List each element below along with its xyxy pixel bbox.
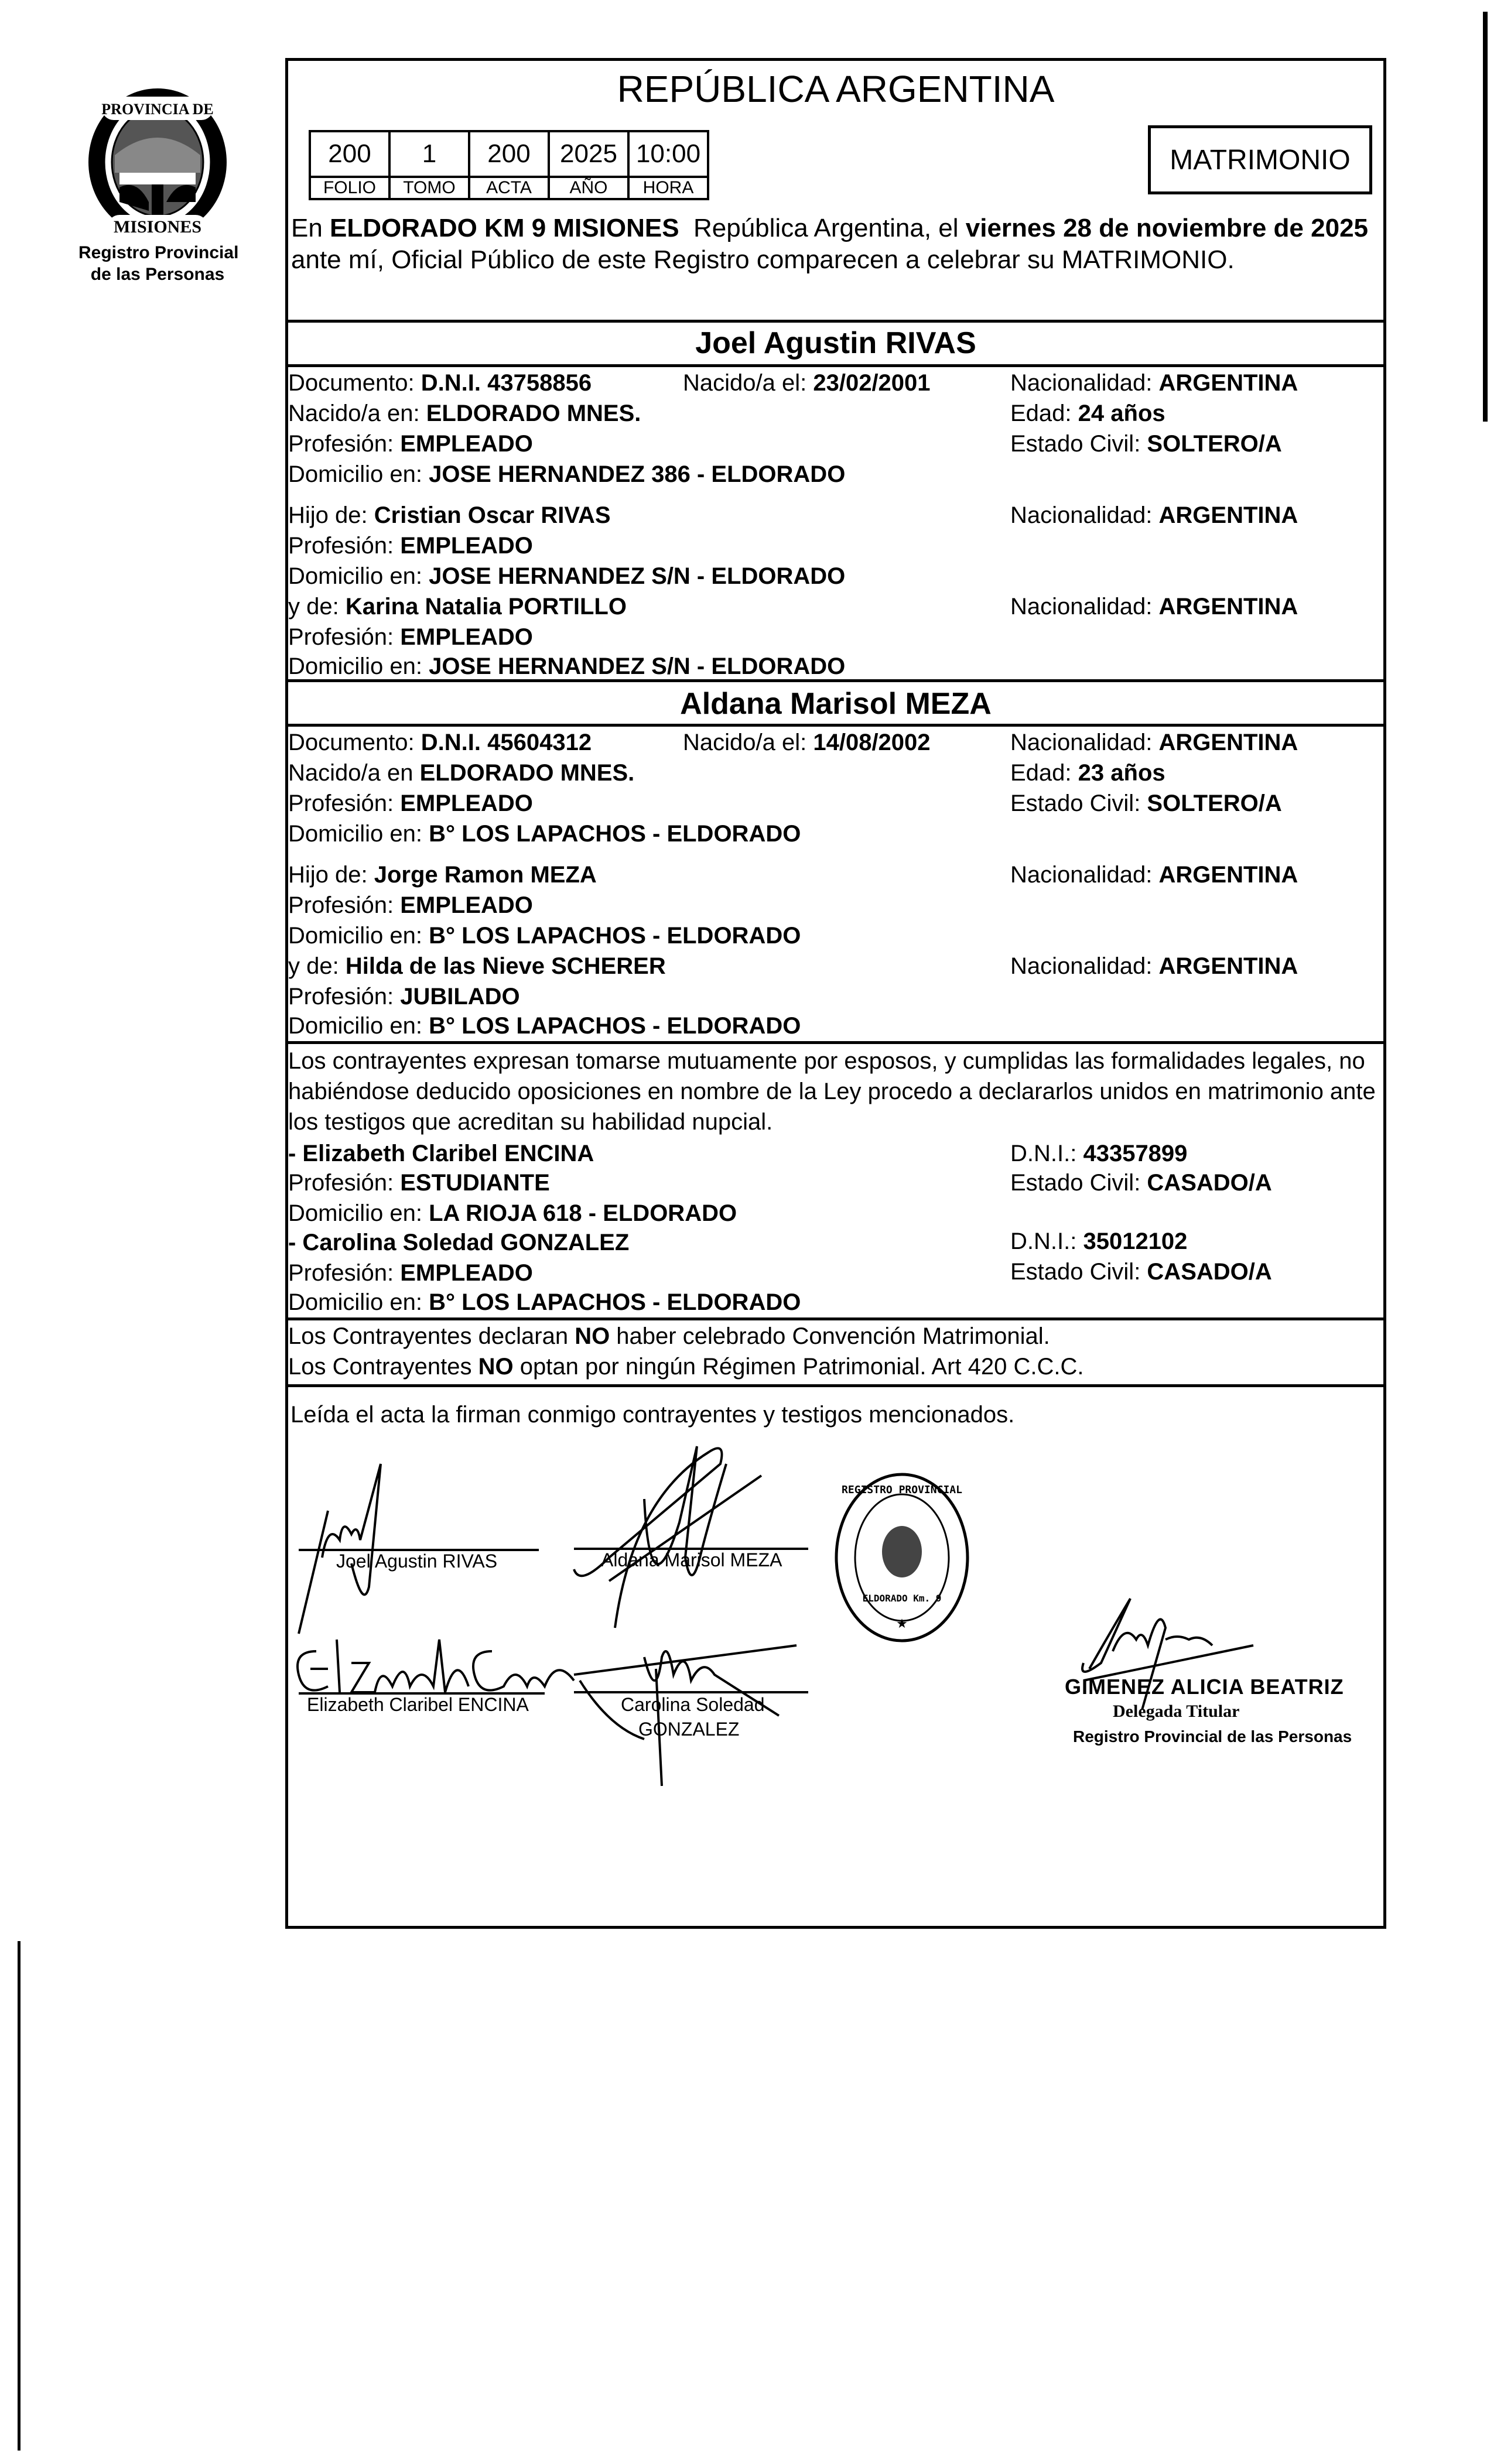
folio-label: FOLIO xyxy=(310,177,389,199)
spouse-2-mother-profesion: Profesión: JUBILADO xyxy=(288,984,520,1009)
witness-1-name: - Elizabeth Claribel ENCINA xyxy=(288,1141,594,1166)
divider xyxy=(285,679,1386,682)
spouse-2-nacido-en: Nacido/a en ELDORADO MNES. xyxy=(288,760,635,786)
spouse-1-father-name: Hijo de: Cristian Oscar RIVAS xyxy=(288,502,611,528)
signer-4-label: Carolina Soledad xyxy=(621,1694,765,1715)
folio-value: 200 xyxy=(310,131,389,177)
spouse-2-mother-name: y de: Hilda de las Nieve SCHERER xyxy=(288,953,666,979)
spouse-2-name: Aldana Marisol MEZA xyxy=(680,687,992,721)
spouse-1-mother-profesion: Profesión: EMPLEADO xyxy=(288,624,533,650)
signature-joel-icon xyxy=(293,1452,469,1651)
declaration-line-1: Los contrayentes expresan tomarse mutuamente por esposos, y cumplidas las formalidades legales, no xyxy=(288,1048,1365,1074)
spouse-2-nacionalidad: Nacionalidad: ARGENTINA xyxy=(1010,730,1298,755)
patrimonial-statement: Los Contrayentes NO optan por ningún Régimen Patrimonial. Art 420 C.C.C. xyxy=(288,1354,1084,1380)
document-type-label: MATRIMONIO xyxy=(1170,144,1351,176)
logo-caption-line2: de las Personas xyxy=(90,265,225,284)
intro-date: viernes 28 de noviembre de 2025 xyxy=(965,214,1369,242)
signer-4-label-line2: GONZALEZ xyxy=(638,1719,740,1740)
signer-1-label: Joel Agustin RIVAS xyxy=(336,1551,498,1572)
spouse-2-estado-civil: Estado Civil: SOLTERO/A xyxy=(1010,790,1282,816)
spouse-2-father-domicilio: Domicilio en: B° LOS LAPACHOS - ELDORADO xyxy=(288,923,801,949)
tomo-label: TOMO xyxy=(389,177,469,199)
registry-table xyxy=(309,130,709,200)
signer-2-label: Aldana Marisol MEZA xyxy=(601,1549,782,1570)
witness-1-domicilio: Domicilio en: LA RIOJA 618 - ELDORADO xyxy=(288,1200,737,1226)
divider xyxy=(285,364,1386,367)
anio-label: AÑO xyxy=(549,177,628,199)
logo-caption-line1: Registro Provincial xyxy=(78,243,239,262)
document-type-box xyxy=(1148,125,1372,194)
hora-value: 10:00 xyxy=(628,131,708,177)
spouse-1-mother-domicilio: Domicilio en: JOSE HERNANDEZ S/N - ELDORADO xyxy=(288,653,846,679)
spouse-2-profesion: Profesión: EMPLEADO xyxy=(288,790,533,816)
signature-aldana-icon xyxy=(574,1440,820,1663)
divider xyxy=(285,1317,1386,1320)
witness-2-profesion: Profesión: EMPLEADO xyxy=(288,1260,533,1286)
registry-logo xyxy=(78,85,237,243)
signer-3-label: Elizabeth Claribel ENCINA xyxy=(307,1694,529,1715)
acta-label: ACTA xyxy=(469,177,549,199)
signature-elizabeth-icon xyxy=(293,1628,586,1704)
spouse-2-domicilio: Domicilio en: B° LOS LAPACHOS - ELDORADO xyxy=(288,821,801,847)
spouse-1-profesion: Profesión: EMPLEADO xyxy=(288,431,533,457)
intro-place: ELDORADO KM 9 MISIONES xyxy=(330,214,679,242)
svg-text:REGISTRO PROVINCIAL: REGISTRO PROVINCIAL xyxy=(842,1484,962,1496)
spouse-1-mother-name: y de: Karina Natalia PORTILLO xyxy=(288,594,627,620)
witness-2-domicilio: Domicilio en: B° LOS LAPACHOS - ELDORADO xyxy=(288,1289,801,1315)
divider xyxy=(285,724,1386,727)
acta-value: 200 xyxy=(469,131,549,177)
signatures-intro: Leída el acta la firman conmigo contrayentes y testigos mencionados. xyxy=(290,1402,1015,1428)
witness-1-dni: D.N.I.: 43357899 xyxy=(1010,1141,1188,1166)
signature-carolina-icon xyxy=(574,1634,820,1786)
hora-label: HORA xyxy=(628,177,708,199)
spouse-2-documento: Documento: D.N.I. 45604312 xyxy=(288,730,592,755)
convention-statement: Los Contrayentes declaran NO haber celebrado Convención Matrimonial. xyxy=(288,1323,1050,1349)
official-name: GIMENEZ ALICIA BEATRIZ xyxy=(1065,1675,1344,1699)
spouse-1-estado-civil: Estado Civil: SOLTERO/A xyxy=(1010,431,1282,457)
divider xyxy=(285,320,1386,323)
spouse-1-domicilio: Domicilio en: JOSE HERNANDEZ 386 - ELDORADO xyxy=(288,461,846,487)
spouse-1-nacido-el: Nacido/a el: 23/02/2001 xyxy=(683,370,931,396)
spouse-2-father-nacionalidad: Nacionalidad: ARGENTINA xyxy=(1010,862,1298,888)
witness-2-estado-civil: Estado Civil: CASADO/A xyxy=(1010,1259,1272,1285)
divider xyxy=(285,1384,1386,1387)
svg-text:PROVINCIA DE: PROVINCIA DE xyxy=(101,101,214,118)
witness-1-profesion: Profesión: ESTUDIANTE xyxy=(288,1170,550,1196)
spouse-1-father-nacionalidad: Nacionalidad: ARGENTINA xyxy=(1010,502,1298,528)
spouse-2-edad: Edad: 23 años xyxy=(1010,760,1165,786)
tomo-value: 1 xyxy=(389,131,469,177)
divider xyxy=(285,1041,1386,1044)
provincia-de-misiones-coat-of-arms-icon xyxy=(78,85,237,243)
spouse-1-name: Joel Agustin RIVAS xyxy=(695,326,976,360)
declaration-line-2: habiéndose deducido oposiciones en nombre de la Ley procedo a declararlos unidos en matrimonio ante xyxy=(288,1079,1376,1104)
scan-edge-bar-right xyxy=(1483,12,1488,422)
spouse-2-nacido-el: Nacido/a el: 14/08/2002 xyxy=(683,730,931,755)
witness-2-dni: D.N.I.: 35012102 xyxy=(1010,1228,1188,1254)
svg-text:MISIONES: MISIONES xyxy=(113,217,202,237)
witness-1-estado-civil: Estado Civil: CASADO/A xyxy=(1010,1170,1272,1196)
spouse-1-edad: Edad: 24 años xyxy=(1010,401,1165,426)
spouse-2-mother-domicilio: Domicilio en: B° LOS LAPACHOS - ELDORADO xyxy=(288,1013,801,1039)
svg-text:★: ★ xyxy=(896,1616,908,1631)
anio-value: 2025 xyxy=(549,131,628,177)
spouse-2-mother-nacionalidad: Nacionalidad: ARGENTINA xyxy=(1010,953,1298,979)
spouse-1-mother-nacionalidad: Nacionalidad: ARGENTINA xyxy=(1010,594,1298,620)
scan-edge-bar-left xyxy=(18,1941,20,2451)
spouse-1-nacido-en: Nacido/a en: ELDORADO MNES. xyxy=(288,401,641,426)
declaration-line-3: los testigos que acreditan su habilidad nupcial. xyxy=(288,1109,773,1135)
spouse-1-father-domicilio: Domicilio en: JOSE HERNANDEZ S/N - ELDORADO xyxy=(288,563,846,589)
svg-text:ELDORADO Km. 9: ELDORADO Km. 9 xyxy=(862,1593,942,1604)
official-title: Delegada Titular xyxy=(1113,1702,1240,1721)
intro-line-1: En ELDORADO KM 9 MISIONES República Argentina, el viernes 28 de noviembre de 2025 xyxy=(291,214,1369,242)
official-seal-stamp-icon xyxy=(832,1470,972,1645)
spouse-1-father-profesion: Profesión: EMPLEADO xyxy=(288,533,533,559)
spouse-1-documento: Documento: D.N.I. 43758856 xyxy=(288,370,592,396)
spouse-1-nacionalidad: Nacionalidad: ARGENTINA xyxy=(1010,370,1298,396)
witness-2-name: - Carolina Soledad GONZALEZ xyxy=(288,1230,630,1255)
intro-line-2: ante mí, Oficial Público de este Registro comparecen a celebrar su MATRIMONIO. xyxy=(291,245,1235,274)
country-title: REPÚBLICA ARGENTINA xyxy=(617,68,1055,110)
official-office: Registro Provincial de las Personas xyxy=(1073,1727,1352,1746)
spouse-2-father-profesion: Profesión: EMPLEADO xyxy=(288,892,533,918)
spouse-2-father-name: Hijo de: Jorge Ramon MEZA xyxy=(288,862,597,888)
